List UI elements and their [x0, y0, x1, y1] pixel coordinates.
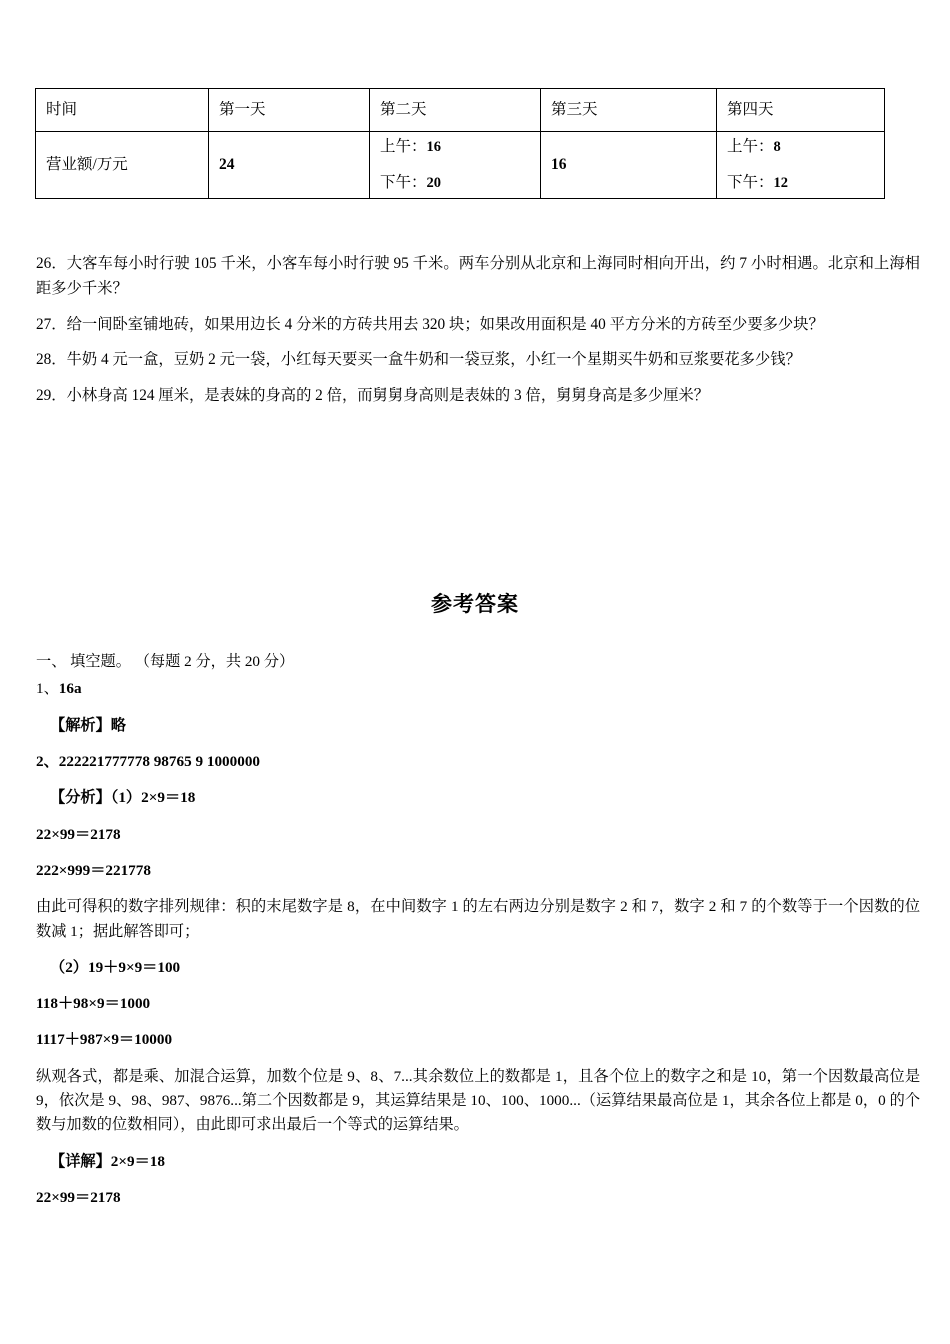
question-item-26	[36, 252, 920, 302]
table-header-day1: 第一天	[209, 89, 370, 132]
question-item-29	[36, 384, 920, 409]
question-text-28: 牛奶 4 元一盒，豆奶 2 元一袋，小红每天要买一盒牛奶和一袋豆浆，小红一个星期买牛奶和豆浆要花多少钱？	[66, 351, 801, 369]
analysis-paragraph-1: 由此可得积的数字排列规律：积的末尾数字是 8，在中间数字 1 的左右两边分别是数字 2 和 7，数字 2 和 7 的个数等于一个因数的位数减 1；据此解答即可；	[36, 898, 920, 940]
table-cell-day2-value	[370, 132, 541, 199]
table-cell-row-label: 营业额/万元	[36, 132, 209, 199]
answer-item-1-value: 16a	[58, 680, 82, 698]
question-text-26: 大客车每小时行驶 105 千米，小客车每小时行驶 95 千米。两车分别从北京和上海同时相向开出，约 7 小时相遇。北京和上海相距多少千米？	[36, 255, 920, 297]
question-text-27: 给一间卧室铺地砖，如果用边长 4 分米的方砖共用去 320 块；如果改用面积是 40 平方分米的方砖至少要多少块？	[66, 315, 824, 333]
day4-afternoon	[727, 171, 874, 195]
day4-afternoon-value: 12	[773, 175, 789, 191]
table-cell-day1-value: 24	[209, 132, 370, 199]
day4-afternoon-label: 下午：	[727, 174, 774, 191]
question-item-27	[36, 313, 920, 338]
table-header-day3: 第三天	[541, 89, 717, 132]
answer-detail-line-1	[36, 1150, 920, 1174]
question-number-27: 27．	[36, 315, 67, 333]
question-number-28: 28．	[36, 351, 67, 369]
answer-section-title: 一、 填空题。 （每题 2 分，共 20 分）	[36, 653, 295, 670]
analysis-expression-5: 118＋98×9＝1000	[36, 995, 151, 1013]
analysis-paragraph-2: 纵观各式，都是乘、加混合运算，加数个位是 9、8、7...其余数位上的数都是 1，且各个位上的数字之和是 10，第一个因数最高位是 9，依次是 9、98、987、9876...第二个因数都是 9，其运算结果是 10、100、1000...（运算结果最高位是 1，其余各位上都是 0，0 的个数与加数的位数相同），由此即可求出最后一个等式的运算结果。	[36, 1067, 921, 1134]
answer-item-1-explain: 【解析】略	[50, 716, 126, 734]
analysis-expression-3: 222×999＝221778	[36, 861, 151, 879]
analysis-expression-1: （1）2×9＝18	[110, 789, 196, 807]
table-cell-day3-value: 16	[541, 132, 717, 199]
answer-key-heading: 参考答案	[431, 593, 519, 616]
analysis-expression-2: 22×99＝2178	[36, 825, 121, 843]
table-header-day4: 第四天	[717, 89, 885, 132]
day4-morning-label: 上午：	[727, 138, 774, 156]
answer-item-2	[36, 750, 920, 774]
day2-afternoon-value: 20	[426, 175, 442, 191]
answer-key-body	[36, 650, 920, 1222]
table-header-row	[36, 89, 885, 132]
table-cell-day4-value	[717, 132, 885, 199]
day4-morning	[727, 135, 874, 159]
answer-item-2-label: 2、	[36, 752, 59, 770]
table-header-day2: 第二天	[370, 89, 541, 132]
day2-afternoon	[380, 171, 530, 195]
detail-label: 【详解】	[50, 1152, 111, 1170]
answer-item-1	[36, 677, 920, 701]
business-revenue-table	[35, 88, 885, 199]
day2-morning-value: 16	[426, 139, 442, 156]
day2-morning	[380, 135, 530, 159]
day2-morning-label: 上午：	[380, 138, 427, 156]
question-number-26: 26．	[36, 255, 67, 272]
detail-expression-1: 2×9＝18	[110, 1152, 165, 1170]
answer-analysis-line-1	[36, 786, 920, 810]
analysis-expression-6: 1117＋987×9＝10000	[36, 1031, 173, 1049]
day2-afternoon-label: 下午：	[380, 174, 427, 191]
table-header-time: 时间	[36, 89, 209, 132]
analysis-label: 【分析】	[50, 789, 111, 807]
question-list	[36, 252, 920, 420]
question-item-28	[36, 348, 920, 373]
question-number-29: 29．	[36, 387, 67, 405]
table-row	[36, 132, 885, 199]
day4-morning-value: 8	[773, 139, 781, 156]
question-text-29: 小林身高 124 厘米，是表妹的身高的 2 倍，而舅舅身高则是表妹的 3 倍，舅舅身高是多少厘米？	[66, 387, 710, 405]
analysis-expression-4: （2）19＋9×9＝100	[50, 958, 181, 976]
answer-item-1-label: 1、	[36, 680, 59, 698]
detail-expression-2: 22×99＝2178	[36, 1189, 121, 1206]
answer-item-2-value: 222221777778 98765 9 1000000	[58, 752, 261, 770]
